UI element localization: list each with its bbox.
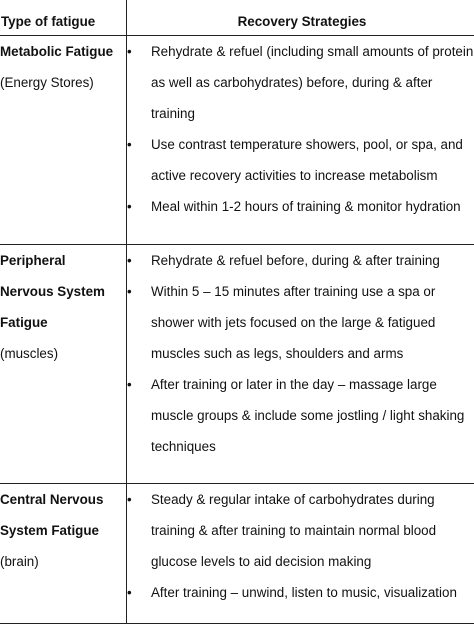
- fatigue-type-name: Peripheral: [0, 245, 126, 276]
- strategy-list: [127, 36, 474, 222]
- fatigue-type-name: System Fatigue: [0, 515, 126, 546]
- list-item: [127, 276, 474, 369]
- strategy-text: Rehydrate & refuel before, during & after training: [151, 253, 440, 268]
- type-of-fatigue-header: Type of fatigue: [0, 0, 127, 36]
- bullet-icon: •: [127, 276, 132, 307]
- strategies-cell: [127, 484, 474, 624]
- fatigue-type-name: Nervous System: [0, 276, 126, 307]
- strategy-text: Steady & regular intake of carbohydrates during training & after training to maintain normal blood glucose levels to aid decision making: [151, 492, 436, 569]
- bullet-icon: •: [127, 245, 132, 276]
- bullet-icon: •: [127, 191, 132, 222]
- bullet-icon: •: [127, 577, 132, 608]
- strategy-text: Within 5 – 15 minutes after training use a spa or shower with jets focused on the large & fatigued muscles such as legs, shoulders and arms: [151, 284, 435, 361]
- strategy-list: [127, 484, 474, 608]
- table-row: [0, 484, 474, 624]
- list-item: [127, 577, 474, 608]
- table-row: [0, 245, 474, 484]
- bullet-icon: •: [127, 369, 132, 400]
- strategy-text: Rehydrate & refuel (including small amounts of protein as well as carbohydrates) before, during & after training: [151, 44, 473, 121]
- fatigue-type-cell: [0, 245, 127, 484]
- fatigue-type-cell: [0, 484, 127, 624]
- recovery-strategies-header: Recovery Strategies: [127, 0, 474, 36]
- list-item: [127, 191, 474, 222]
- list-item: [127, 245, 474, 276]
- bullet-icon: •: [127, 484, 132, 515]
- fatigue-type-name: Fatigue: [0, 307, 126, 338]
- strategy-text: After training – unwind, listen to music, visualization: [151, 585, 457, 600]
- fatigue-type-note: (Energy Stores): [0, 67, 126, 98]
- fatigue-type-cell: [0, 36, 127, 245]
- strategy-text: After training or later in the day – massage large muscle groups & include some jostling / light shaking techniques: [151, 377, 464, 454]
- fatigue-type-note: (brain): [0, 546, 126, 577]
- fatigue-type-name: Metabolic Fatigue: [0, 36, 126, 67]
- list-item: [127, 129, 474, 191]
- strategies-cell: [127, 245, 474, 484]
- list-item: [127, 36, 474, 129]
- strategy-list: [127, 245, 474, 462]
- list-item: [127, 369, 474, 462]
- list-item: [127, 484, 474, 577]
- table-row: [0, 36, 474, 245]
- strategies-cell: [127, 36, 474, 245]
- strategy-text: Meal within 1-2 hours of training & monitor hydration: [151, 199, 461, 214]
- bullet-icon: •: [127, 129, 132, 160]
- table-header-row: [0, 0, 474, 36]
- strategy-text: Use contrast temperature showers, pool, or spa, and active recovery activities to increase metabolism: [151, 137, 463, 183]
- fatigue-type-name: Central Nervous: [0, 484, 126, 515]
- fatigue-type-note: (muscles): [0, 338, 126, 369]
- bullet-icon: •: [127, 36, 132, 67]
